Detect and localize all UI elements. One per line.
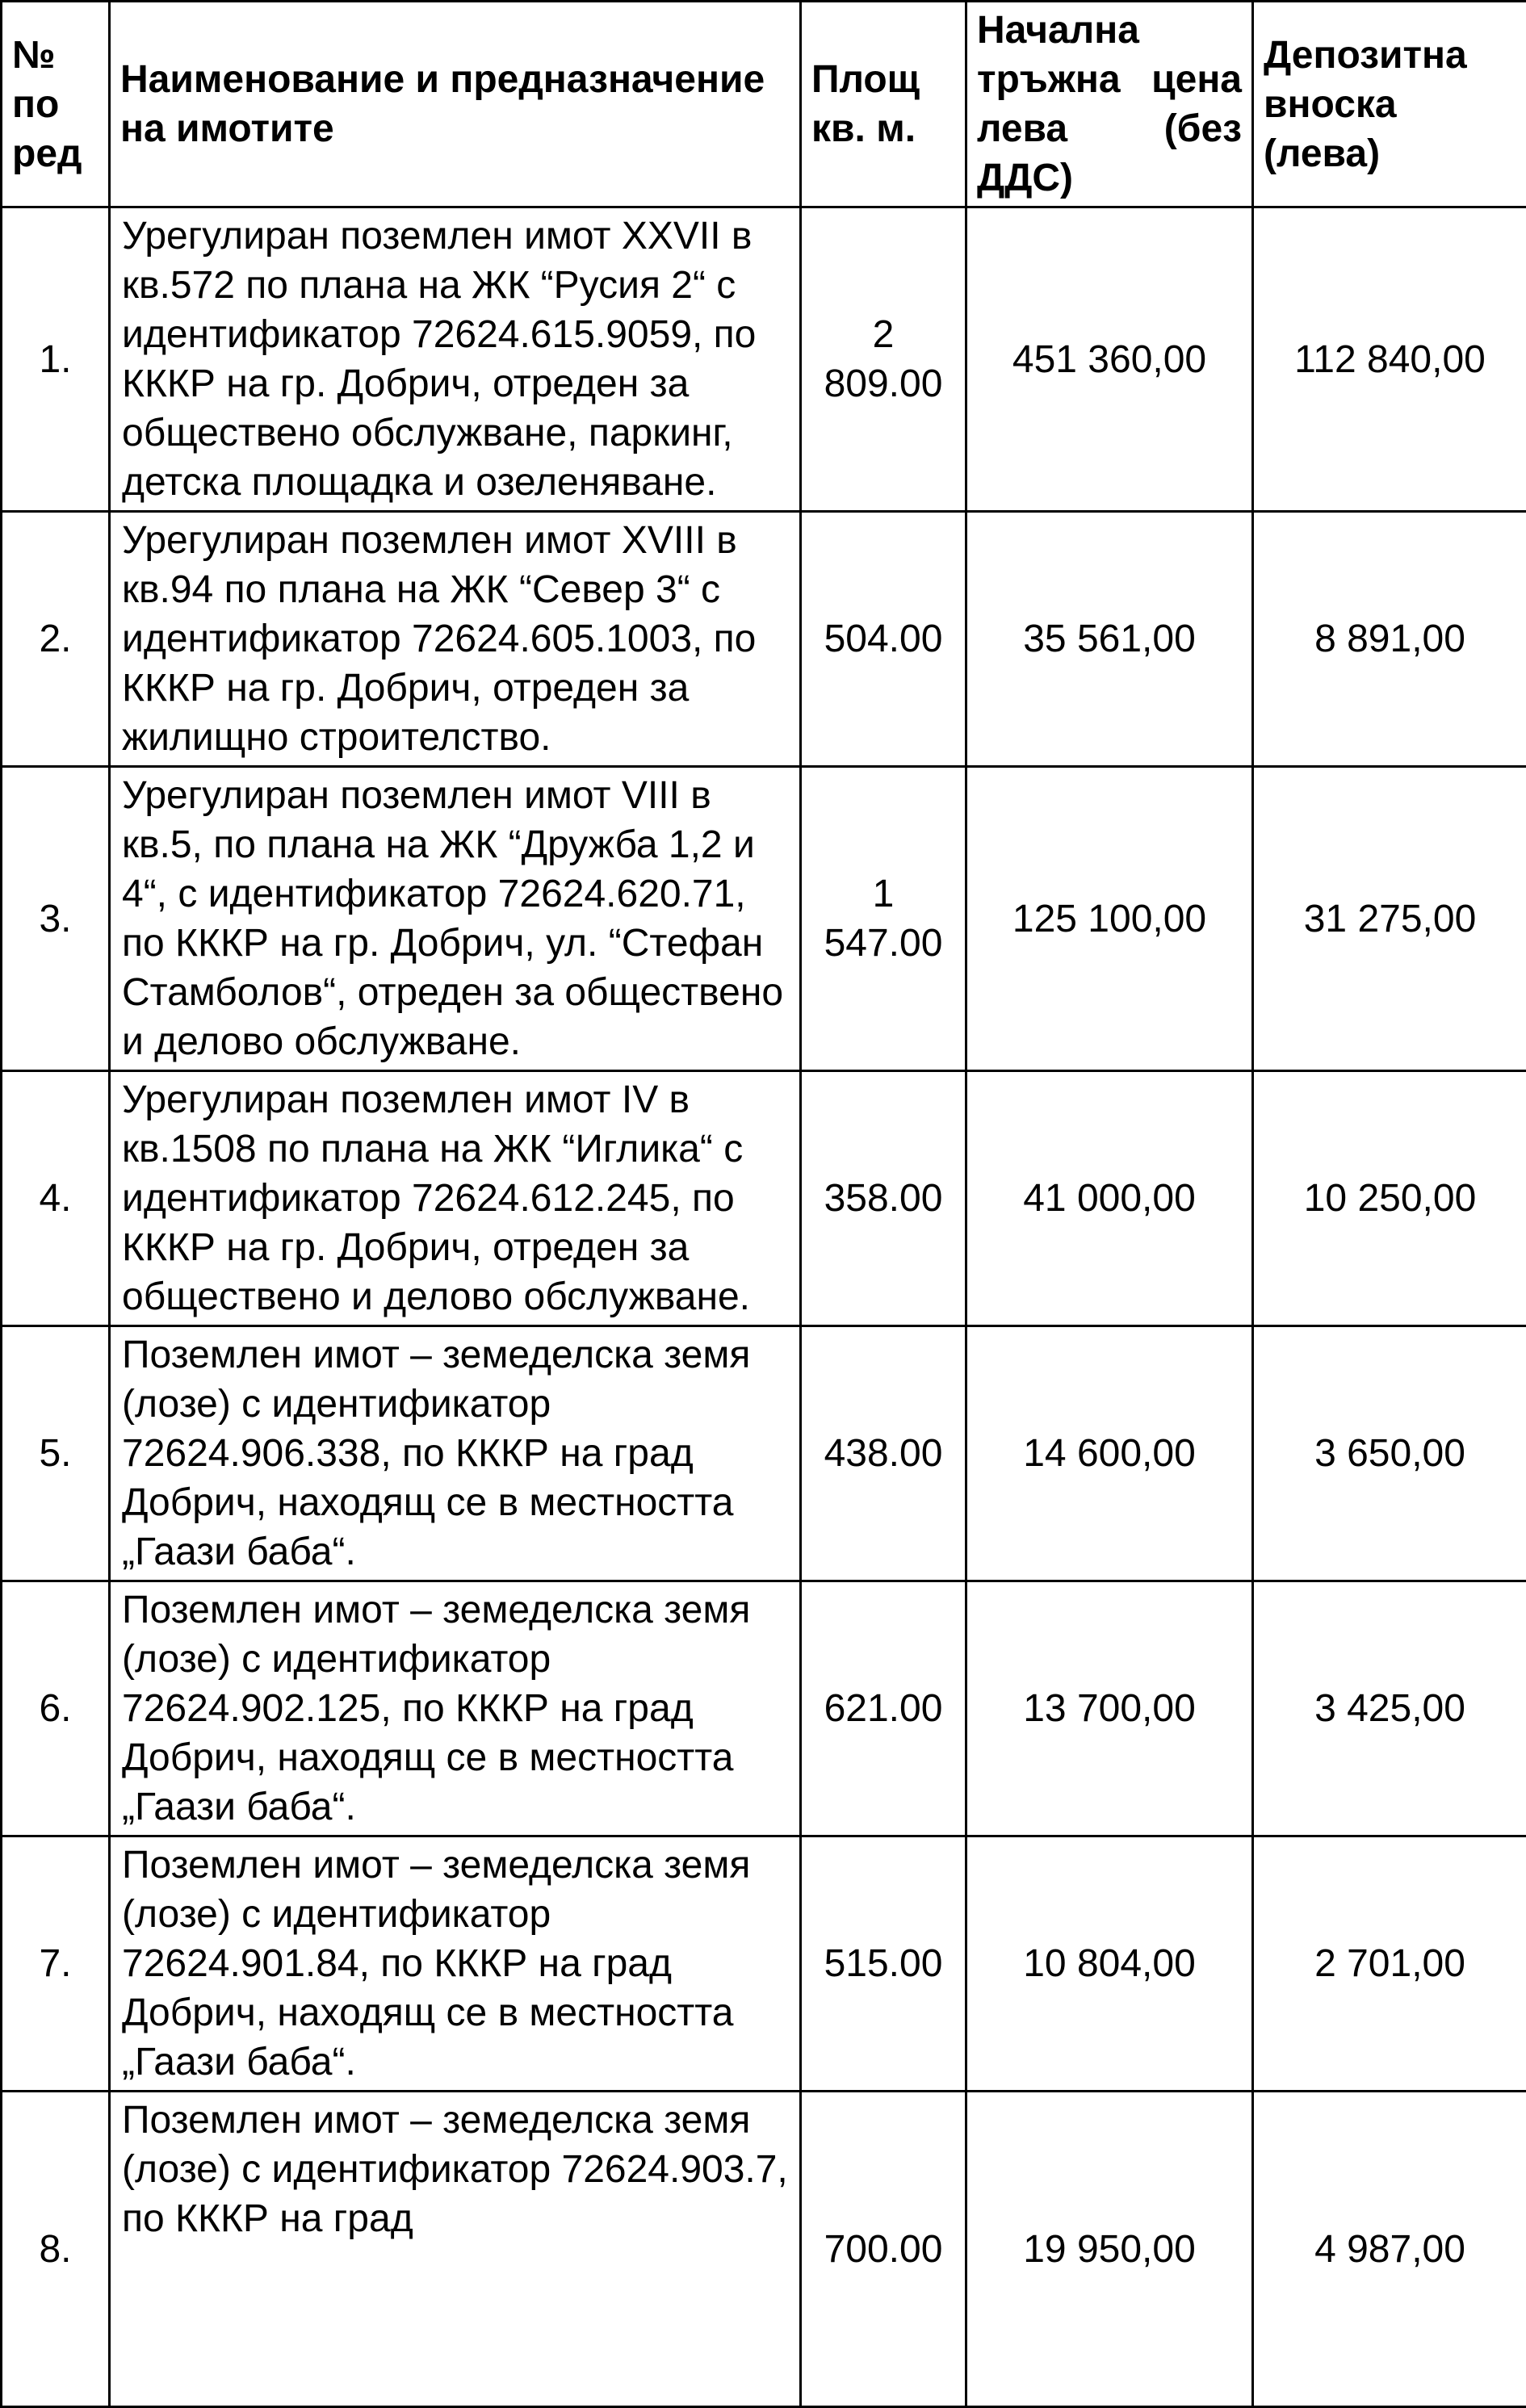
row-number: 3.	[2, 767, 110, 1071]
table-row	[2, 512, 1526, 767]
property-deposit: 2 701,00	[1253, 1836, 1526, 2092]
property-price: 41 000,00	[966, 1071, 1253, 1326]
property-area: 515.00	[801, 1836, 966, 2092]
property-description: Поземлен имот – земеделска земя (лозе) с идентификатор 72624.903.7, по КККР на град	[110, 2092, 801, 2407]
property-price: 14 600,00	[966, 1326, 1253, 1581]
property-area: 358.00	[801, 1071, 966, 1326]
header-deposit: Депозитна вноска (лева)	[1253, 2, 1526, 207]
property-deposit: 8 891,00	[1253, 512, 1526, 767]
row-number: 5.	[2, 1326, 110, 1581]
property-area: 1 547.00	[801, 767, 966, 1071]
table-row	[2, 1326, 1526, 1581]
header-property-name: Наименование и предназначение на имотите	[110, 2, 801, 207]
table-row	[2, 207, 1526, 512]
row-number: 2.	[2, 512, 110, 767]
property-price: 13 700,00	[966, 1581, 1253, 1836]
property-description: Поземлен имот – земеделска земя (лозе) с идентификатор 72624.901.84, по КККР на град Добрич, находящ се в местността „Гаази баба“.	[110, 1836, 801, 2092]
property-area: 504.00	[801, 512, 966, 767]
property-price: 10 804,00	[966, 1836, 1253, 2092]
row-number: 7.	[2, 1836, 110, 2092]
property-area: 2 809.00	[801, 207, 966, 512]
property-deposit: 112 840,00	[1253, 207, 1526, 512]
property-description: Поземлен имот – земеделска земя (лозе) с идентификатор 72624.906.338, по КККР на град Добрич, находящ се в местността „Гаази баба“.	[110, 1326, 801, 1581]
row-number: 1.	[2, 207, 110, 512]
row-number: 6.	[2, 1581, 110, 1836]
property-price: 451 360,00	[966, 207, 1253, 512]
property-deposit: 3 650,00	[1253, 1326, 1526, 1581]
property-description: Поземлен имот – земеделска земя (лозе) с идентификатор 72624.902.125, по КККР на град Добрич, находящ се в местността „Гаази баба“.	[110, 1581, 801, 1836]
table-row	[2, 1836, 1526, 2092]
property-description: Урегулиран поземлен имот XXVII в кв.572 по плана на ЖК “Русия 2“ с идентификатор 72624.615.9059, по КККР на гр. Добрич, отреден за обществено обслужване, паркинг, детска площадка и озеленяване.	[110, 207, 801, 512]
table-header-row	[2, 2, 1526, 207]
property-area: 438.00	[801, 1326, 966, 1581]
property-area: 621.00	[801, 1581, 966, 1836]
header-area: Площ кв. м.	[801, 2, 966, 207]
property-deposit: 4 987,00	[1253, 2092, 1526, 2407]
property-area: 700.00	[801, 2092, 966, 2407]
property-deposit: 31 275,00	[1253, 767, 1526, 1071]
property-price: 19 950,00	[966, 2092, 1253, 2407]
table-row	[2, 2092, 1526, 2407]
property-price: 35 561,00	[966, 512, 1253, 767]
table-row	[2, 1071, 1526, 1326]
row-number: 4.	[2, 1071, 110, 1326]
property-deposit: 3 425,00	[1253, 1581, 1526, 1836]
property-deposit: 10 250,00	[1253, 1071, 1526, 1326]
header-row-number: № по ред	[2, 2, 110, 207]
property-description: Урегулиран поземлен имот XVIII в кв.94 по плана на ЖК “Север 3“ с идентификатор 72624.605.1003, по КККР на гр. Добрич, отреден за жилищно строителство.	[110, 512, 801, 767]
table-row	[2, 767, 1526, 1071]
property-price: 125 100,00	[966, 767, 1253, 1071]
property-description: Урегулиран поземлен имот IV в кв.1508 по плана на ЖК “Иглика“ с идентификатор 72624.612.245, по КККР на гр. Добрич, отреден за обществено и делово обслужване.	[110, 1071, 801, 1326]
header-starting-price: Начална тръжна цена лева (без ДДС)	[966, 2, 1253, 207]
table-row	[2, 1581, 1526, 1836]
property-description: Урегулиран поземлен имот VIII в кв.5, по плана на ЖК “Дружба 1,2 и 4“, с идентификатор 72624.620.71, по КККР на гр. Добрич, ул. “Стефан Стамболов“, отреден за обществено и делово обслужване.	[110, 767, 801, 1071]
row-number: 8.	[2, 2092, 110, 2407]
